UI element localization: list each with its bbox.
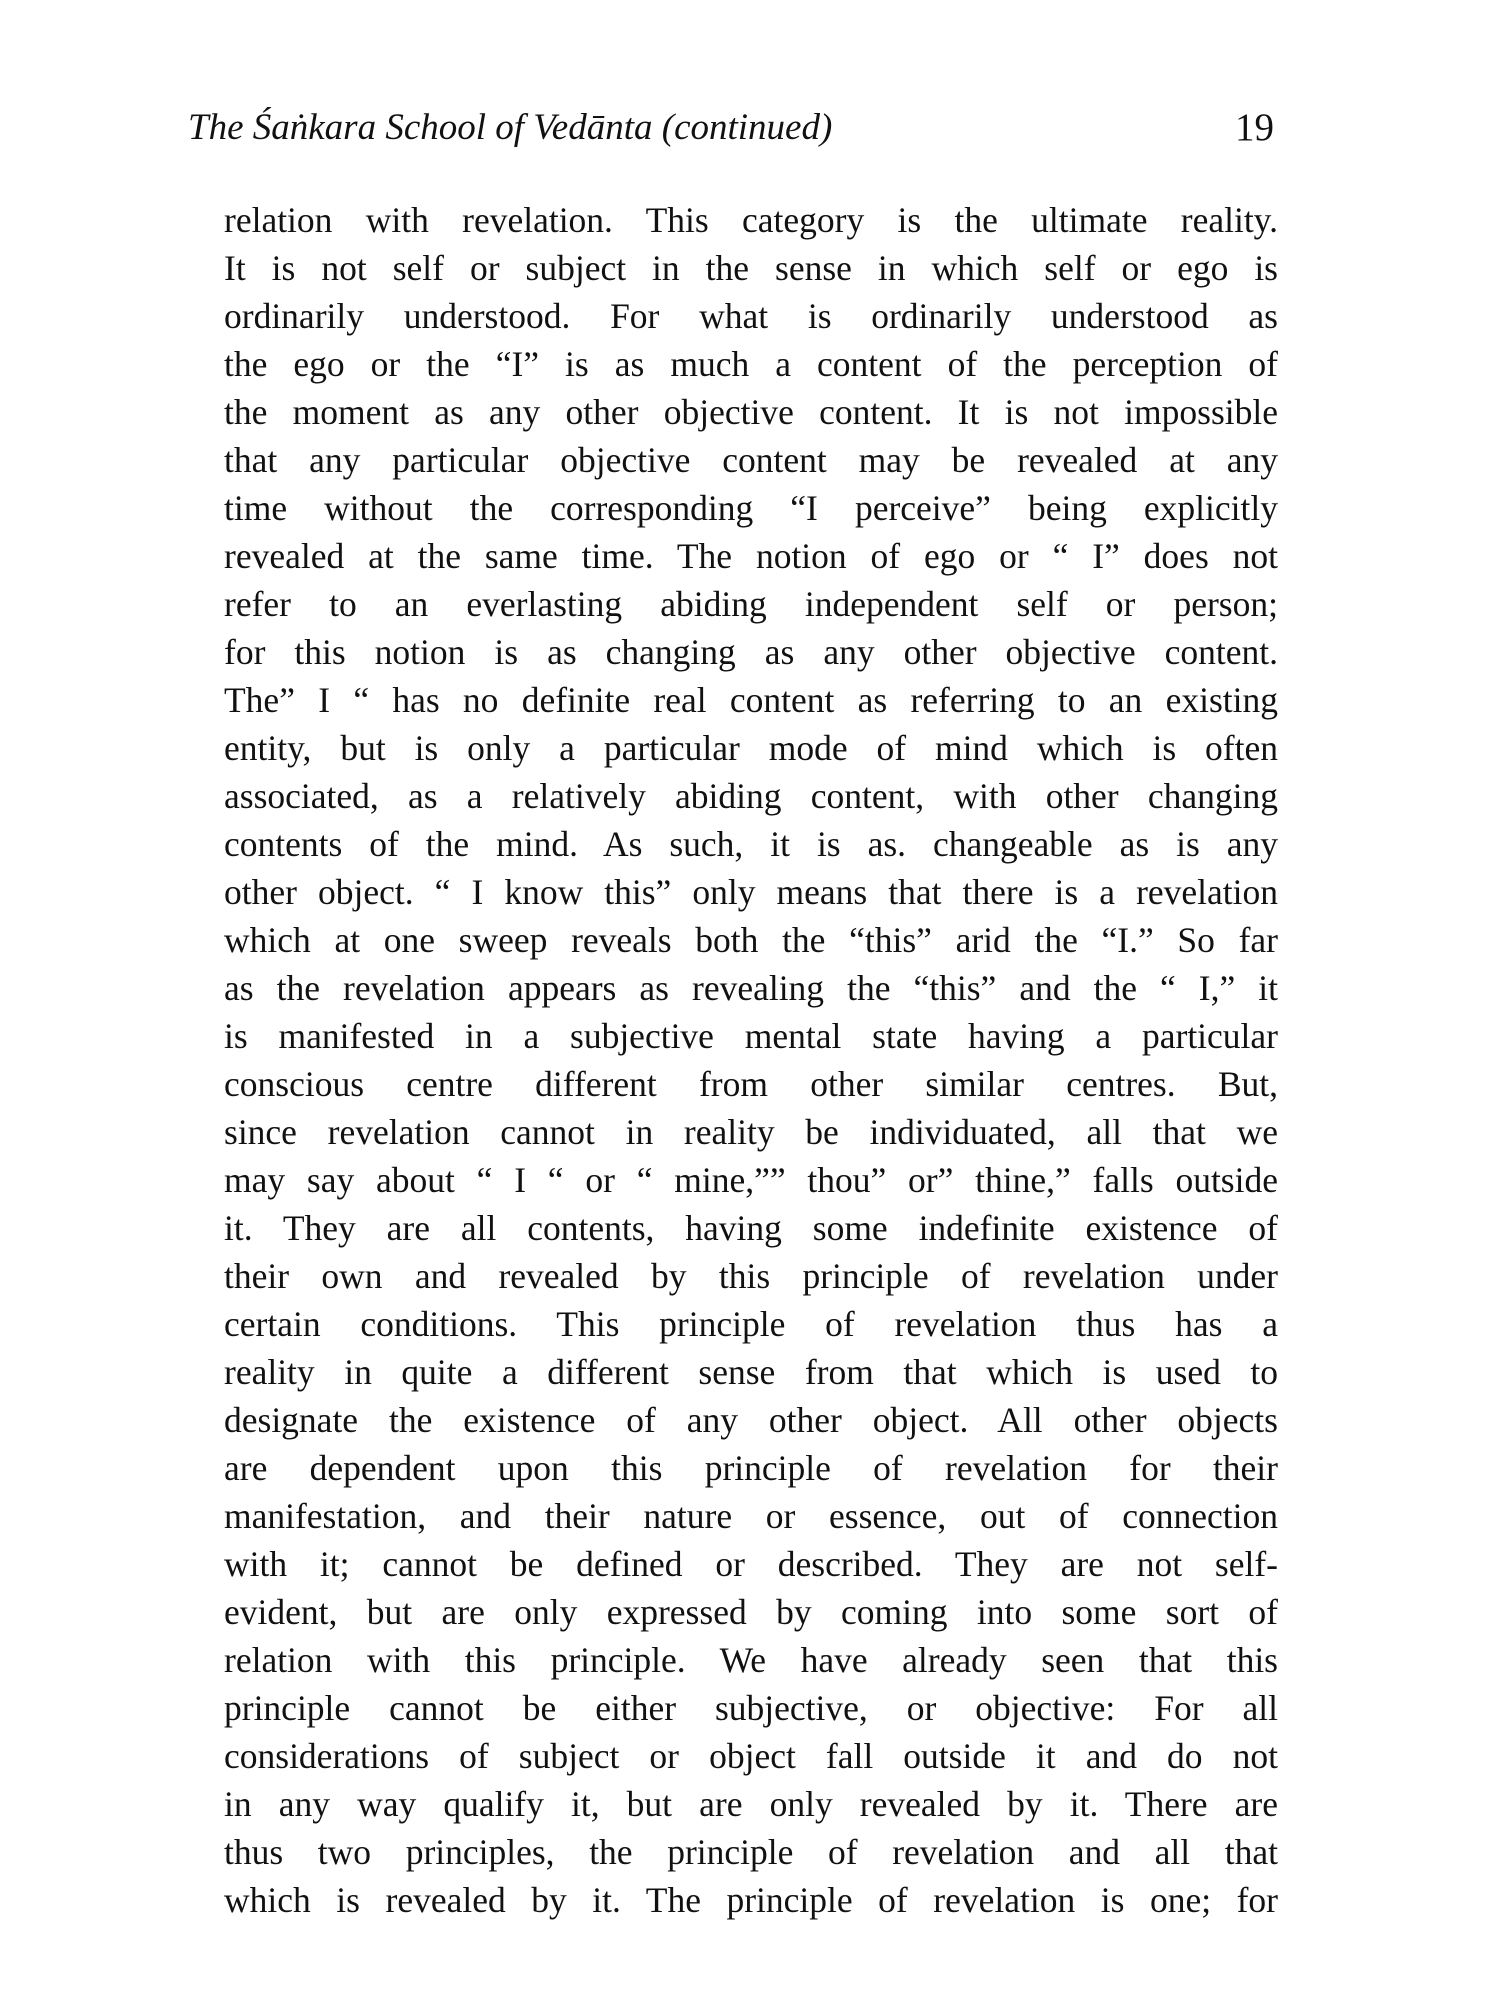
text-line: for this notion is as changing as any other objective content.: [224, 632, 1278, 672]
text-line: thus two principles, the principle of revelation and all that: [224, 1832, 1278, 1872]
text-line: relation with revelation. This category is the ultimate reality.: [224, 200, 1278, 240]
text-line: reality in quite a different sense from that which is used to: [224, 1352, 1278, 1392]
text-line: with it; cannot be defined or described. They are not self-: [224, 1544, 1278, 1584]
page-number: 19: [1235, 106, 1274, 149]
text-line: relation with this principle. We have already seen that this: [224, 1640, 1278, 1680]
running-title: The Śaṅkara School of Vedānta (continued): [188, 107, 833, 148]
text-line: manifestation, and their nature or essence, out of connection: [224, 1496, 1278, 1536]
text-line: revealed at the same time. The notion of ego or “ I” does not: [224, 536, 1278, 576]
text-line: which is revealed by it. The principle of revelation is one; for: [224, 1880, 1278, 1920]
text-line: considerations of subject or object fall outside it and do not: [224, 1736, 1278, 1776]
text-line: refer to an everlasting abiding independent self or person;: [224, 584, 1278, 624]
body-text: [224, 196, 1278, 1924]
text-line: may say about “ I “ or “ mine,”” thou” or” thine,” falls outside: [224, 1160, 1278, 1200]
text-line: certain conditions. This principle of revelation thus has a: [224, 1304, 1278, 1344]
text-line: entity, but is only a particular mode of mind which is often: [224, 728, 1278, 768]
text-line: their own and revealed by this principle of revelation under: [224, 1256, 1278, 1296]
text-line: ordinarily understood. For what is ordinarily understood as: [224, 296, 1278, 336]
text-line: time without the corresponding “I perceive” being explicitly: [224, 488, 1278, 528]
text-line: which at one sweep reveals both the “this” arid the “I.” So far: [224, 920, 1278, 960]
text-line: since revelation cannot in reality be individuated, all that we: [224, 1112, 1278, 1152]
text-line: The” I “ has no definite real content as referring to an existing: [224, 680, 1278, 720]
text-line: other object. “ I know this” only means that there is a revelation: [224, 872, 1278, 912]
text-line: the ego or the “I” is as much a content of the perception of: [224, 344, 1278, 384]
text-line: the moment as any other objective content. It is not impossible: [224, 392, 1278, 432]
text-line: associated, as a relatively abiding content, with other changing: [224, 776, 1278, 816]
text-line: evident, but are only expressed by coming into some sort of: [224, 1592, 1278, 1632]
text-line: conscious centre different from other similar centres. But,: [224, 1064, 1278, 1104]
text-line: is manifested in a subjective mental state having a particular: [224, 1016, 1278, 1056]
text-line: in any way qualify it, but are only revealed by it. There are: [224, 1784, 1278, 1824]
running-head: [188, 98, 1274, 158]
text-line: as the revelation appears as revealing the “this” and the “ I,” it: [224, 968, 1278, 1008]
text-line: principle cannot be either subjective, or objective: For all: [224, 1688, 1278, 1728]
text-line: contents of the mind. As such, it is as. changeable as is any: [224, 824, 1278, 864]
text-line: it. They are all contents, having some indefinite existence of: [224, 1208, 1278, 1248]
text-line: are dependent upon this principle of revelation for their: [224, 1448, 1278, 1488]
text-line: designate the existence of any other object. All other objects: [224, 1400, 1278, 1440]
text-line: that any particular objective content may be revealed at any: [224, 440, 1278, 480]
text-line: It is not self or subject in the sense in which self or ego is: [224, 248, 1278, 288]
